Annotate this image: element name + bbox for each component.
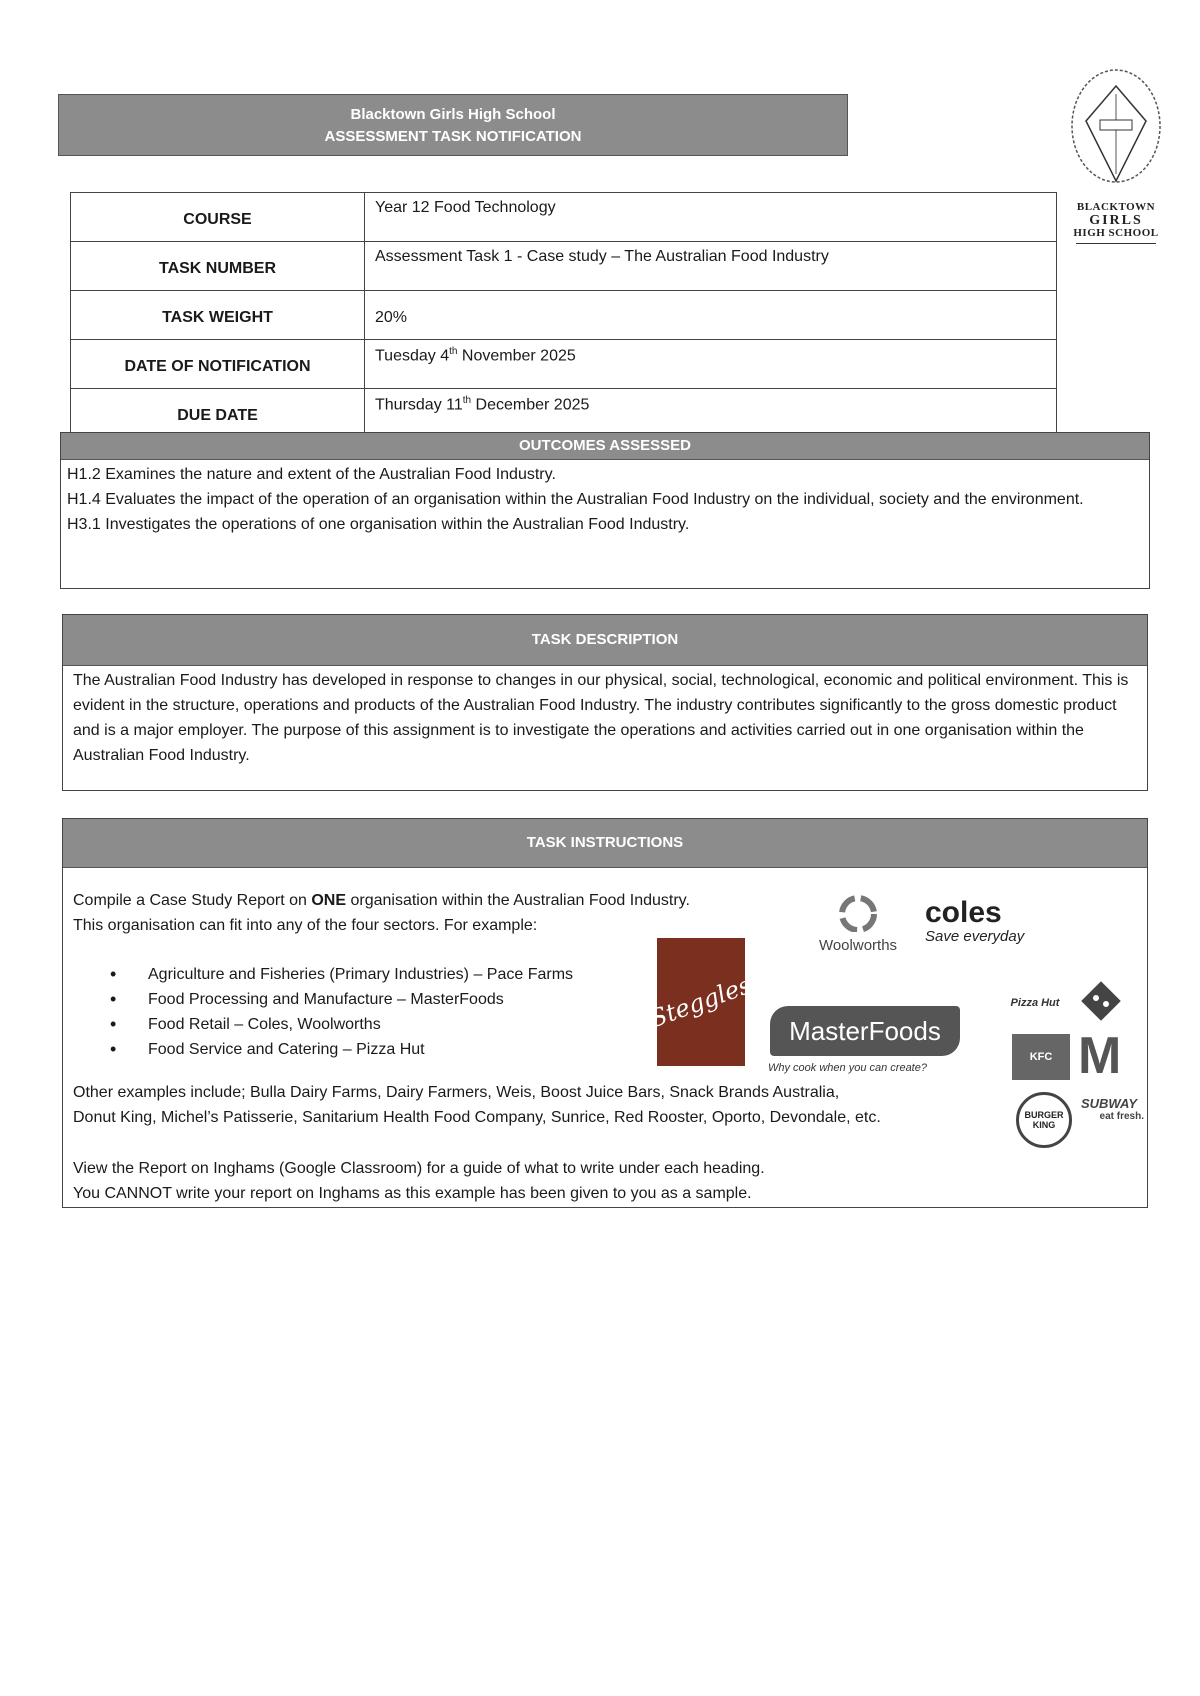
due-date-rest: December 2025 xyxy=(471,396,590,414)
intro-sectors-line: This organisation can fit into any of the four sectors. For example: xyxy=(73,917,538,934)
guide-note xyxy=(73,1156,1033,1206)
outcomes-heading: OUTCOMES ASSESSED xyxy=(61,433,1149,460)
due-date-label: DUE DATE xyxy=(71,389,365,438)
dominos-logo xyxy=(1078,978,1124,1024)
due-date-value xyxy=(365,389,1057,438)
subway-tagline: eat fresh. xyxy=(1099,1111,1144,1122)
notification-date-suffix: th xyxy=(449,346,458,357)
subway-logo-text: SUBWAY xyxy=(1080,1096,1138,1111)
intro-text-end: organisation within the Australian Food Industry. xyxy=(346,892,690,909)
steggles-logo-text: Steggles xyxy=(646,970,756,1034)
steggles-logo xyxy=(646,938,756,1066)
instructions-heading: TASK INSTRUCTIONS xyxy=(63,819,1147,868)
outcome-item: H1.4 Evaluates the impact of the operation of an organisation within the Australian Food Industry on the individual, society and the environment. xyxy=(67,491,1084,508)
masterfoods-logo-text: MasterFoods xyxy=(789,1015,941,1046)
notification-date-rest: November 2025 xyxy=(457,347,576,365)
crest-shield-icon xyxy=(1066,66,1166,196)
sectors-list xyxy=(110,962,670,1062)
pizza-hut-logo: Pizza Hut xyxy=(1010,997,1060,1009)
other-examples-line: Other examples include; Bulla Dairy Farms, Dairy Farmers, Weis, Boost Juice Bars, Snack Brands Australia, xyxy=(73,1084,840,1101)
intro-text: Compile a Case Study Report on xyxy=(73,892,312,909)
course-value: Year 12 Food Technology xyxy=(365,193,1057,242)
kfc-logo: KFC xyxy=(1012,1034,1070,1080)
list-item: • Agriculture and Fisheries (Primary Industries) – Pace Farms xyxy=(110,962,670,987)
notification-date-day: Tuesday 4 xyxy=(375,347,450,365)
notification-date-value xyxy=(365,340,1057,389)
crest-line-2: GIRLS xyxy=(1089,213,1143,228)
description-heading: TASK DESCRIPTION xyxy=(63,615,1147,666)
masterfoods-logo xyxy=(770,1006,960,1056)
notification-title: ASSESSMENT TASK NOTIFICATION xyxy=(324,128,582,145)
school-crest xyxy=(1060,66,1172,256)
list-item: • Food Service and Catering – Pizza Hut xyxy=(110,1037,670,1062)
notification-header xyxy=(58,94,848,156)
task-weight-label: TASK WEIGHT xyxy=(71,291,365,340)
instructions-intro xyxy=(73,888,793,938)
other-examples-line: Donut King, Michel’s Patisserie, Sanitarium Health Food Company, Sunrice, Red Rooster, Oporto, Devondale, etc. xyxy=(73,1109,881,1126)
task-weight-value: 20% xyxy=(365,291,1057,340)
due-date-day: Thursday 11 xyxy=(375,396,463,414)
crest-line-3: HIGH SCHOOL xyxy=(1073,227,1159,239)
notification-date-label: DATE OF NOTIFICATION xyxy=(71,340,365,389)
description-section xyxy=(62,614,1148,791)
other-examples xyxy=(73,1080,1033,1130)
coles-logo xyxy=(925,898,1024,945)
table-row xyxy=(71,193,1057,242)
subway-logo xyxy=(1074,1096,1144,1122)
task-details-table xyxy=(70,192,1057,438)
intro-emphasis: ONE xyxy=(311,892,347,909)
woolworths-logo xyxy=(808,892,908,954)
outcomes-section xyxy=(60,432,1150,589)
burger-king-logo: BURGER KING xyxy=(1016,1092,1072,1148)
masterfoods-tagline: Why cook when you can create? xyxy=(768,1062,927,1074)
list-item: • Food Retail – Coles, Woolworths xyxy=(110,1012,670,1037)
cannot-write-line: You CANNOT write your report on Inghams as this example has been given to you as a sample. xyxy=(73,1185,752,1202)
crest-line-1: BLACKTOWN xyxy=(1076,201,1156,213)
task-number-value: Assessment Task 1 - Case study – The Australian Food Industry xyxy=(365,242,1057,291)
outcome-item: H1.2 Examines the nature and extent of the Australian Food Industry. xyxy=(67,466,556,483)
due-date-suffix: th xyxy=(462,395,472,406)
table-row xyxy=(71,242,1057,291)
outcome-item: H3.1 Investigates the operations of one organisation within the Australian Food Industry. xyxy=(67,516,690,533)
school-name: Blacktown Girls High School xyxy=(350,106,556,123)
table-row xyxy=(71,389,1057,438)
course-label: COURSE xyxy=(71,193,365,242)
woolworths-icon xyxy=(835,892,881,932)
description-text: The Australian Food Industry has developed in response to changes in our physical, social, technological, economic and political environment. This is evident in the structure, operations and products of the Australian Food Industry. The industry contributes significantly to the gross domestic product and is a major employer. The purpose of this assignment is to investigate the operations and activities carried out in one organisation within the Australian Food Industry. xyxy=(73,672,1129,764)
woolworths-logo-text: Woolworths xyxy=(818,937,898,954)
table-row xyxy=(71,291,1057,340)
task-number-label: TASK NUMBER xyxy=(71,242,365,291)
coles-tagline: Save everyday xyxy=(925,928,1025,945)
list-item: • Food Processing and Manufacture – MasterFoods xyxy=(110,987,670,1012)
view-report-line: View the Report on Inghams (Google Classroom) for a guide of what to write under each heading. xyxy=(73,1160,765,1177)
coles-logo-text: coles xyxy=(925,896,1002,929)
mcdonalds-logo: M xyxy=(1078,1027,1122,1085)
dominos-icon xyxy=(1078,978,1124,1024)
table-row xyxy=(71,340,1057,389)
